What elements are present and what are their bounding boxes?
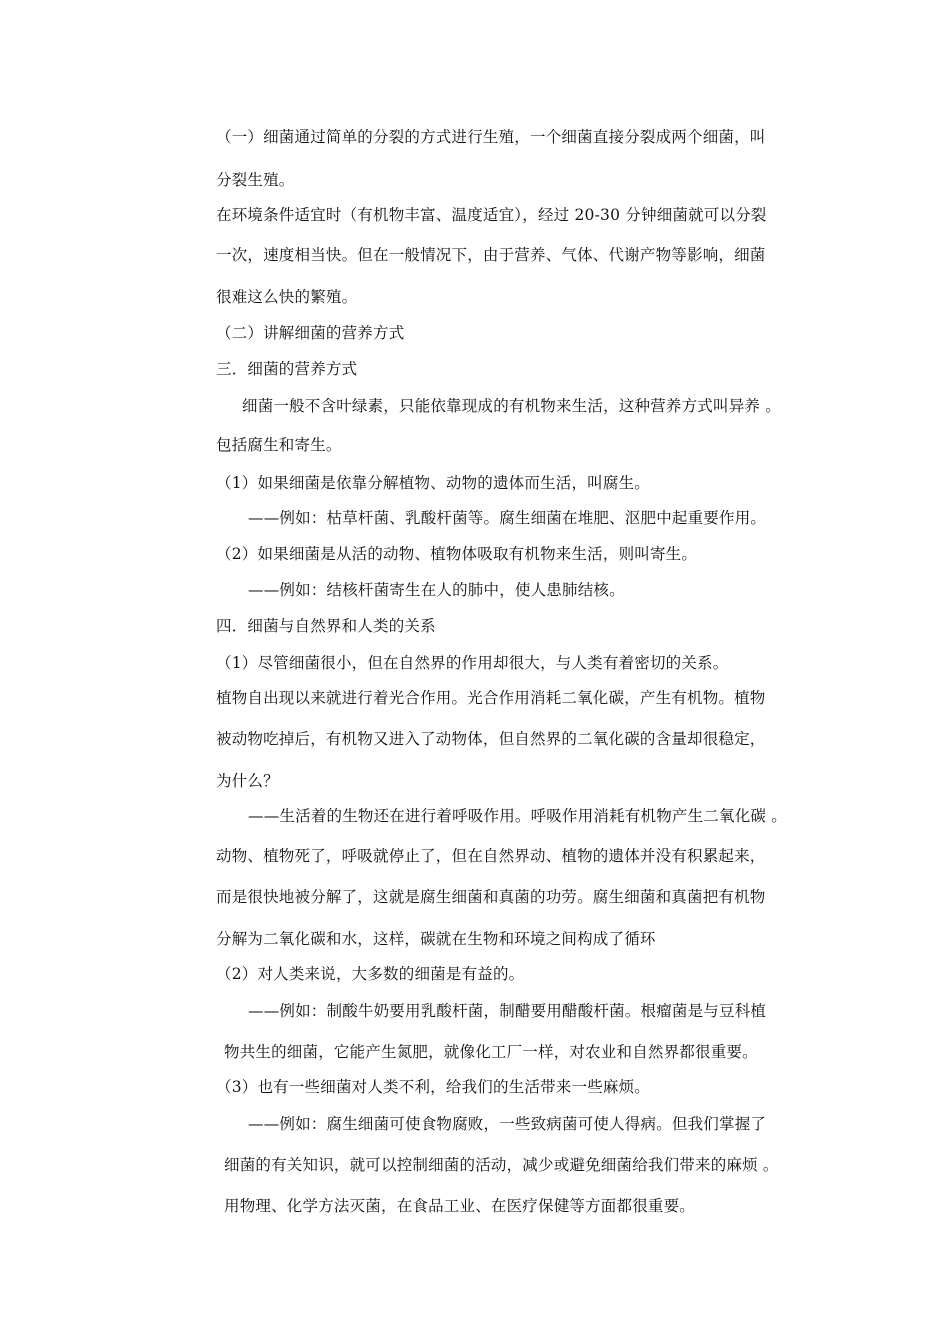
paragraph-line: 很难这么快的繁殖。 [216, 288, 358, 306]
list-item: （2）如果细菌是从活的动物、植物体吸取有机物来生活，则叫寄生。 [216, 545, 698, 563]
example-line: ——例如：枯草杆菌、乳酸杆菌等。腐生细菌在堆肥、沤肥中起重要作用。 [248, 509, 767, 527]
paragraph-line: 用物理、化学方法灭菌，在食品工业、在医疗保健等方面都很重要。 [224, 1197, 696, 1215]
list-item: （2）对人类来说，大多数的细菌是有益的。 [216, 965, 525, 983]
paragraph-line: 植物自出现以来就进行着光合作用。光合作用消耗二氧化碳，产生有机物。植物 [216, 689, 766, 707]
example-line: ——生活着的生物还在进行着呼吸作用。呼吸作用消耗有机物产生二氧化碳 。 [248, 807, 787, 825]
section-heading: 四．细菌与自然界和人类的关系 [216, 617, 436, 635]
paragraph-line: 动物、植物死了，呼吸就停止了，但在自然界动、植物的遗体并没有积累起来， [216, 847, 766, 865]
paragraph-line: 包括腐生和寄生。 [216, 436, 342, 454]
example-line: ——例如：制酸牛奶要用乳酸杆菌，制醋要用醋酸杆菌。根瘤菌是与豆科植 [248, 1002, 767, 1020]
list-item: （1）如果细菌是依靠分解植物、动物的遗体而生活，叫腐生。 [216, 474, 650, 492]
section-subheading: （二）讲解细菌的营养方式 [216, 324, 405, 342]
paragraph-line: 物共生的细菌，它能产生氮肥，就像化工厂一样，对农业和自然界都很重要。 [224, 1043, 758, 1061]
paragraph-line: 细菌的有关知识，就可以控制细菌的活动，减少或避免细菌给我们带来的麻烦 。 [224, 1156, 779, 1174]
paragraph-line: 而是很快地被分解了，这就是腐生细菌和真菌的功劳。腐生细菌和真菌把有机物 [216, 888, 766, 906]
list-item: （3）也有一些细菌对人类不利，给我们的生活带来一些麻烦。 [216, 1078, 650, 1096]
paragraph-line: 分裂生殖。 [216, 171, 295, 189]
paragraph-line: 细菌一般不含叶绿素，只能依靠现成的有机物来生活，这种营养方式叫异养 。 [242, 397, 781, 415]
example-line: ——例如：结核杆菌寄生在人的肺中，使人患肺结核。 [248, 581, 625, 599]
paragraph-line: 分解为二氧化碳和水，这样，碳就在生物和环境之间构成了循环 [216, 930, 656, 948]
example-line: ——例如：腐生细菌可使食物腐败，一些致病菌可使人得病。但我们掌握了 [248, 1115, 767, 1133]
paragraph-line: 被动物吃掉后，有机物又进入了动物体，但自然界的二氧化碳的含量却很稳定， [216, 730, 766, 748]
paragraph-line: 为什么？ [216, 772, 279, 790]
paragraph-line: 一次，速度相当快。但在一般情况下，由于营养、气体、代谢产物等影响，细菌 [216, 246, 766, 264]
section-heading: 三．细菌的营养方式 [216, 360, 358, 378]
list-item: （1）尽管细菌很小，但在自然界的作用却很大，与人类有着密切的关系。 [216, 654, 729, 672]
paragraph-line: 在环境条件适宜时（有机物丰富、温度适宜），经过 20-30 分钟细菌就可以分裂 [216, 206, 767, 224]
paragraph-line: （一）细菌通过简单的分裂的方式进行生殖，一个细菌直接分裂成两个细菌，叫 [216, 128, 766, 146]
